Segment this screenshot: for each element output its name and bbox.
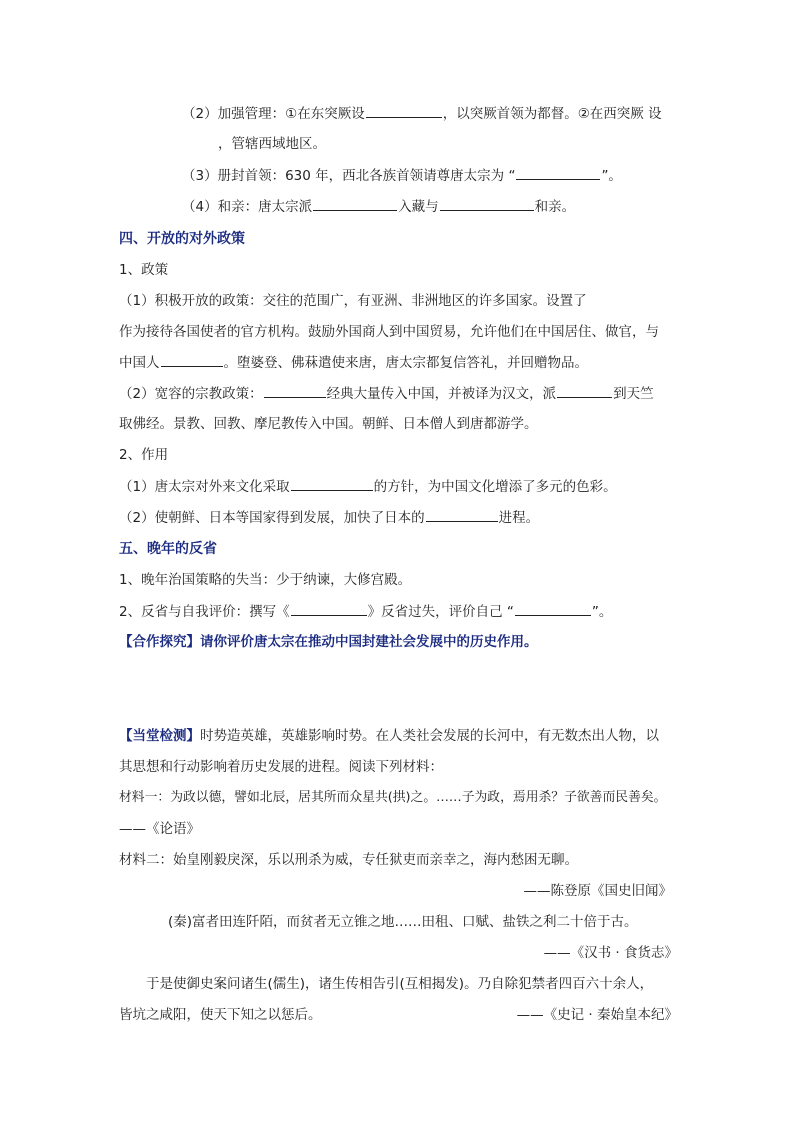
fill-blank[interactable] — [426, 507, 498, 522]
text-line: 其思想和行动影响着历史发展的进程。阅读下列材料： — [119, 759, 443, 775]
fill-blank[interactable] — [516, 165, 600, 180]
text-line: 1、晚年治国策略的失当：少于纳谏，大修宫殿。 — [119, 572, 412, 588]
text-segment: （3）册封首领：630 年，西北各族首领请尊唐太宗为 “ — [182, 168, 516, 184]
text-line — [119, 726, 659, 746]
text-segment: 》反省过失，评价自己 “ — [367, 604, 514, 620]
text-line — [182, 196, 575, 217]
text-segment: ”。 — [601, 168, 622, 184]
test-label: 【当堂检测】 — [119, 728, 200, 744]
text-segment: 的方针，为中国文化增添了多元的色彩。 — [373, 479, 617, 495]
fill-blank[interactable] — [291, 476, 373, 491]
material-text: 于是使御史案问诸生(儒生)，诸生传相告引(互相揭发)。乃自除犯禁者四百六十余人， — [146, 976, 654, 992]
text-segment: ”。 — [591, 604, 613, 620]
text-segment: 。堕婆登、佛菻遣使来唐，唐太宗都复信答礼，并回赠物品。 — [223, 355, 588, 371]
fill-blank[interactable] — [366, 103, 442, 118]
text-segment: 2、反省与自我评价：撰写《 — [119, 604, 290, 620]
text-line — [119, 352, 588, 373]
material-source: ——《汉书 · 食货志》 — [543, 945, 678, 961]
text-segment: （2）加强管理：①在东突厥设 — [182, 106, 365, 122]
text-line: ，管辖西域地区。 — [218, 136, 326, 152]
text-segment: 到天竺 — [613, 386, 654, 402]
material-source: ——陈登原《国史旧闻》 — [523, 883, 672, 899]
material-text: 皆坑之咸阳，使天下知之以惩后。 — [119, 1007, 322, 1023]
text-line: 2、作用 — [119, 447, 169, 463]
text-segment: 进程。 — [498, 510, 540, 526]
text-segment: （2）宽容的宗教政策： — [119, 386, 263, 402]
cooperative-inquiry-prompt: 【合作探究】请你评价唐太宗在推动中国封建社会发展中的历史作用。 — [119, 634, 538, 650]
text-segment: 和亲。 — [534, 199, 576, 215]
fill-blank[interactable] — [557, 383, 612, 398]
fill-blank[interactable] — [313, 196, 397, 211]
material-source: ——《史记 · 秦始皇本纪》 — [516, 1007, 678, 1023]
text-line — [119, 476, 617, 497]
text-segment: 中国人 — [119, 355, 160, 371]
text-line — [119, 601, 612, 622]
section-heading: 五、晚年的反省 — [119, 541, 217, 557]
text-line: （1）积极开放的政策：交往的范围广，有亚洲、非洲地区的许多国家。设置了 — [119, 293, 587, 309]
text-line — [119, 507, 539, 528]
text-segment: 时势造英雄，英雄影响时势。在人类社会发展的长河中，有无数杰出人物，以 — [200, 728, 659, 744]
text-segment: （4）和亲：唐太宗派 — [182, 199, 313, 215]
text-line — [182, 103, 662, 124]
section-heading: 四、开放的对外政策 — [119, 231, 245, 247]
fill-blank[interactable] — [515, 601, 591, 616]
material-source: ——《论语》 — [119, 821, 200, 837]
text-line: 作为接待各国使者的官方机构。鼓励外国商人到中国贸易，允许他们在中国居住、做官，与 — [119, 324, 659, 340]
text-line — [119, 383, 654, 404]
text-segment: 入藏与 — [398, 199, 439, 215]
text-line: 1、政策 — [119, 262, 169, 278]
text-segment: 经典大量传入中国，并被译为汉文，派 — [326, 386, 557, 402]
text-segment: ，以突厥首领为都督。②在西突厥 设 — [442, 106, 662, 122]
text-line — [182, 165, 622, 186]
fill-blank[interactable] — [291, 601, 367, 616]
material-text: (秦)富者田连阡陌，而贫者无立锥之地……田租、口赋、盐铁之利二十倍于古。 — [168, 914, 638, 930]
material-one: 材料一：为政以德，譬如北辰，居其所而众星共(拱)之。……子为政，焉用杀？子欲善而民善矣。 — [119, 790, 667, 805]
material-two: 材料二：始皇刚毅戾深，乐以刑杀为威，专任狱吏而亲幸之，海内愁困无聊。 — [119, 852, 578, 868]
fill-blank[interactable] — [440, 196, 534, 211]
fill-blank[interactable] — [264, 383, 326, 398]
text-segment: （1）唐太宗对外来文化采取 — [119, 479, 290, 495]
text-segment: （2）使朝鲜、日本等国家得到发展，加快了日本的 — [119, 510, 425, 526]
text-line: 取佛经。景教、回教、摩尼教传入中国。朝鲜、日本僧人到唐都游学。 — [119, 416, 538, 432]
fill-blank[interactable] — [161, 352, 223, 367]
